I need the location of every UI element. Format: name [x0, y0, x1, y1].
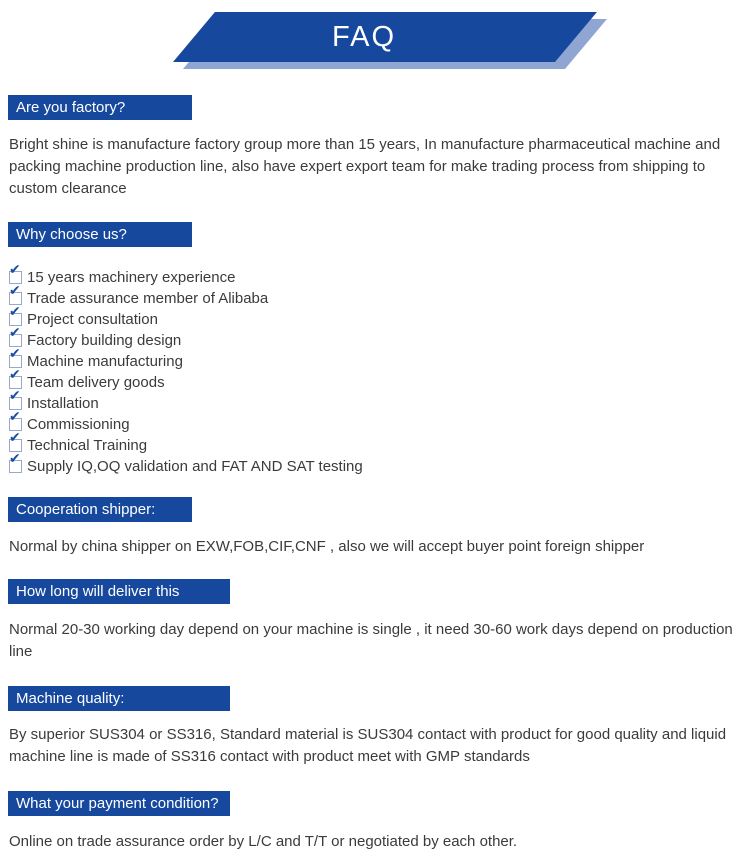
check-icon: ✔ [9, 355, 22, 368]
faq-banner [0, 0, 750, 78]
list-item [9, 304, 750, 330]
why-choose-us-list [0, 262, 750, 477]
answer-factory: Bright shine is manufacture factory group more than 15 years, In manufacture pharmaceutical machine and packing machine production line, also have expert export team for make trading process from shipping to custom clearance [9, 136, 721, 197]
list-item [9, 283, 750, 309]
list-item [9, 388, 750, 414]
list-item [9, 367, 750, 393]
list-item [9, 430, 750, 456]
list-item [9, 409, 750, 435]
section-heading-delivery-time: How long will deliver this goods? [8, 579, 230, 604]
list-item-label: Project consultation [27, 311, 158, 328]
list-item [9, 346, 750, 372]
list-item-label: Factory building design [27, 332, 182, 349]
answer-delivery-time: Normal 20-30 working day depend on your machine is single , it need 30-60 work days depend on production line [9, 621, 733, 660]
list-item-label: Supply IQ,OQ validation and FAT AND SAT testing [27, 458, 363, 475]
check-icon: ✔ [9, 376, 22, 389]
check-icon: ✔ [9, 313, 22, 326]
check-icon: ✔ [9, 460, 22, 473]
list-item [9, 451, 750, 477]
list-item-label: Commissioning [27, 416, 130, 433]
check-icon: ✔ [9, 334, 22, 347]
list-item-label: Machine manufacturing [27, 353, 183, 370]
section-heading-cooperation-shipper: Cooperation shipper: [8, 497, 192, 522]
check-icon: ✔ [9, 418, 22, 431]
section-heading-factory: Are you factory? [8, 95, 192, 120]
answer-cooperation-shipper: Normal by china shipper on EXW,FOB,CIF,CNF , also we will accept buyer point foreign shipper [9, 538, 645, 555]
list-item [9, 262, 750, 288]
faq-title: FAQ [331, 21, 396, 53]
list-item [9, 325, 750, 351]
list-item-label: Technical Training [27, 437, 148, 454]
check-icon: ✔ [9, 292, 22, 305]
section-heading-why-choose-us: Why choose us? [8, 222, 192, 247]
answer-payment-condition: Online on trade assurance order by L/C and T/T or negotiated by each other. [9, 833, 518, 850]
section-heading-payment-condition: What your payment condition? [8, 791, 230, 816]
check-icon: ✔ [9, 439, 22, 452]
list-item-label: Trade assurance member of Alibaba [27, 290, 269, 307]
list-item-label: Team delivery goods [27, 374, 165, 391]
list-item-label: Installation [27, 395, 99, 412]
check-icon: ✔ [9, 271, 22, 284]
answer-machine-quality: By superior SUS304 or SS316, Standard material is SUS304 contact with product for good quality and liquid machine line is made of SS316 contact with product meet with GMP standards [9, 726, 727, 765]
list-item-label: 15 years machinery experience [27, 269, 236, 286]
check-icon: ✔ [9, 397, 22, 410]
section-heading-machine-quality: Machine quality: [8, 686, 230, 711]
